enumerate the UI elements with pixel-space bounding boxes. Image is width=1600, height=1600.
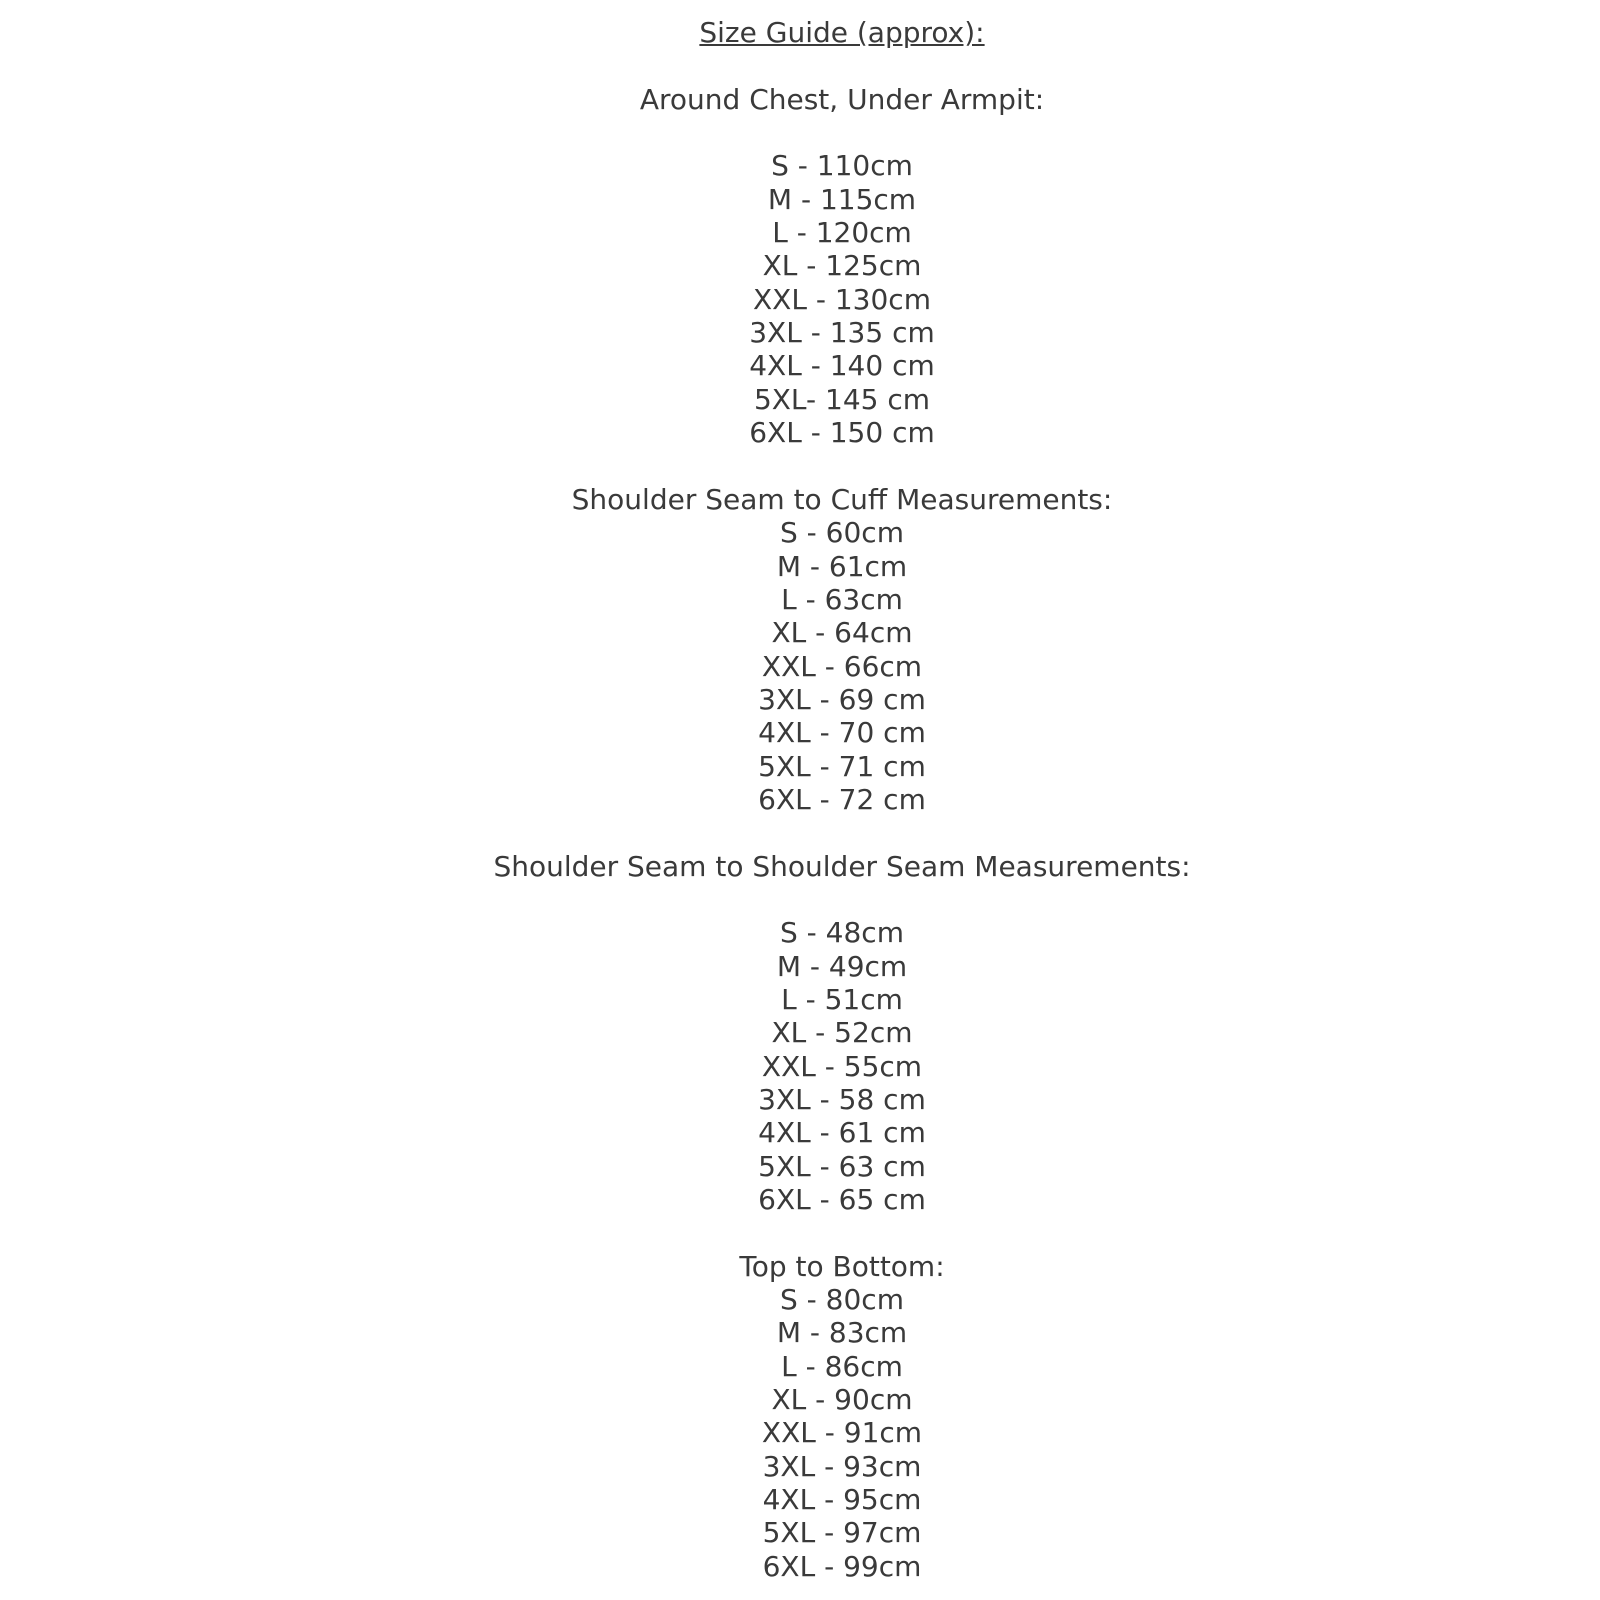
section-heading: Shoulder Seam to Cuff Measurements: xyxy=(571,482,1113,516)
size-line: 3XL - 69 cm xyxy=(758,682,926,716)
size-line: L - 120cm xyxy=(772,216,912,250)
size-line: XL - 90cm xyxy=(771,1383,913,1417)
size-line: XXL - 55cm xyxy=(761,1049,923,1083)
blank-line xyxy=(42,883,1600,916)
size-line: L - 51cm xyxy=(781,982,903,1016)
size-line: M - 61cm xyxy=(776,549,908,583)
size-line: XXL - 130cm xyxy=(753,282,931,316)
blank-line xyxy=(42,49,1600,82)
section-heading: Top to Bottom: xyxy=(739,1249,945,1283)
size-line: S - 60cm xyxy=(780,516,904,550)
page-title: Size Guide (approx): xyxy=(699,16,985,49)
blank-line xyxy=(42,116,1600,149)
size-line: L - 86cm xyxy=(781,1349,903,1383)
blank-line xyxy=(42,816,1600,849)
size-line: 3XL - 93cm xyxy=(762,1449,922,1483)
size-line: XXL - 91cm xyxy=(761,1416,923,1450)
size-line: M - 83cm xyxy=(776,1316,908,1350)
size-line: 4XL - 70 cm xyxy=(758,716,926,750)
size-line: 5XL - 63 cm xyxy=(758,1149,926,1183)
size-line: 6XL - 99cm xyxy=(762,1549,922,1583)
blank-line xyxy=(42,449,1600,482)
size-line: 6XL - 72 cm xyxy=(758,782,926,816)
size-line: 4XL - 95cm xyxy=(762,1483,922,1517)
size-line: XL - 64cm xyxy=(771,616,913,650)
size-line: S - 80cm xyxy=(780,1283,904,1317)
size-line: S - 110cm xyxy=(771,149,913,183)
section-heading: Shoulder Seam to Shoulder Seam Measurements: xyxy=(493,849,1191,883)
size-line: S - 48cm xyxy=(780,916,904,950)
size-line: 5XL - 97cm xyxy=(762,1516,922,1550)
size-line: XXL - 66cm xyxy=(761,649,923,683)
size-line: 6XL - 65 cm xyxy=(758,1183,926,1217)
size-guide-sections xyxy=(42,49,1600,1583)
size-line: 3XL - 135 cm xyxy=(749,316,935,350)
size-line: 5XL- 145 cm xyxy=(753,382,931,416)
size-line: XL - 52cm xyxy=(771,1016,913,1050)
size-guide-document xyxy=(42,0,1600,1583)
size-line: M - 49cm xyxy=(776,949,908,983)
size-line: 4XL - 140 cm xyxy=(749,349,935,383)
size-line: 3XL - 58 cm xyxy=(758,1083,926,1116)
size-line: L - 63cm xyxy=(781,582,903,616)
size-line: 6XL - 150 cm xyxy=(749,416,935,450)
size-line: M - 115cm xyxy=(767,182,917,216)
size-line: 5XL - 71 cm xyxy=(758,749,926,783)
blank-line xyxy=(42,1216,1600,1249)
section-heading: Around Chest, Under Armpit: xyxy=(639,82,1045,116)
size-line: 4XL - 61 cm xyxy=(758,1116,926,1150)
size-line: XL - 125cm xyxy=(762,249,922,283)
